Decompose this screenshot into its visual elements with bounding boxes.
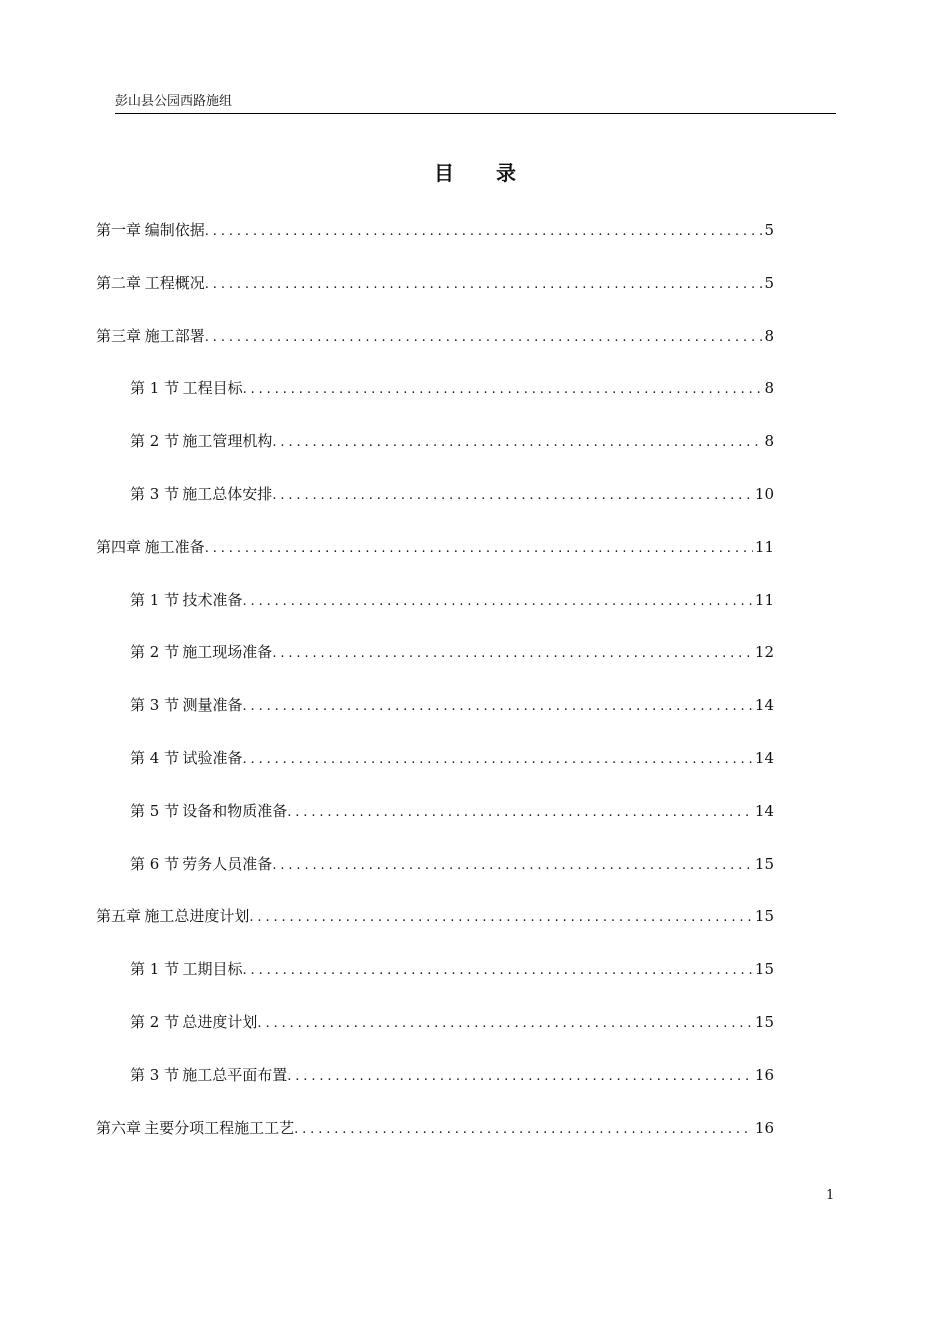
toc-entry-page: 5 — [764, 221, 774, 239]
toc-entry-label: 第 1 节 — [130, 379, 180, 398]
toc-entry-title: 技术准备 — [182, 590, 243, 609]
toc-entry-page: 14 — [754, 696, 774, 715]
toc-entry-label: 第 1 节 — [130, 960, 180, 979]
toc-entry-page: 10 — [754, 485, 774, 503]
toc-entry[interactable] — [130, 1011, 774, 1033]
toc-entry-page: 15 — [754, 854, 774, 873]
toc-entry-page: 16 — [754, 1065, 774, 1084]
toc-dot-leader — [243, 960, 753, 982]
toc-entry-label: 第一章 — [96, 221, 142, 239]
toc-entry-title: 劳务人员准备 — [182, 854, 273, 873]
toc-entry-title: 主要分项工程施工工艺 — [144, 1118, 295, 1137]
toc-entry[interactable] — [96, 905, 774, 927]
toc-entry-page: 15 — [754, 1013, 774, 1031]
toc-dot-leader — [243, 591, 753, 613]
toc-dot-leader — [287, 802, 753, 824]
toc-entry[interactable] — [130, 853, 774, 875]
toc-entry[interactable] — [130, 641, 774, 663]
toc-entry-label: 第 3 节 — [130, 1065, 180, 1084]
toc-entry[interactable] — [96, 219, 774, 241]
toc-entry[interactable] — [96, 325, 774, 347]
toc-entry-page: 8 — [764, 326, 774, 345]
toc-entry[interactable] — [130, 377, 774, 399]
toc-entry-page: 14 — [754, 801, 774, 820]
toc-entry-page: 8 — [764, 432, 774, 451]
toc-entry-label: 第 4 节 — [130, 749, 180, 767]
toc-dot-leader — [272, 855, 753, 877]
toc-dot-leader — [243, 379, 763, 401]
toc-entry[interactable] — [130, 958, 774, 980]
toc-entry[interactable] — [96, 1117, 774, 1139]
toc-entry-page: 15 — [754, 907, 774, 926]
toc-title: 目录 — [434, 161, 558, 185]
toc-entry-label: 第 6 节 — [130, 854, 180, 873]
toc-entry[interactable] — [96, 272, 774, 294]
toc-entry[interactable] — [130, 430, 774, 452]
page-number: 1 — [826, 1188, 835, 1203]
toc-entry-title: 工程目标 — [182, 379, 243, 398]
toc-entry[interactable] — [130, 800, 774, 822]
toc-entry-title: 设备和物质准备 — [182, 801, 288, 820]
toc-entry-title: 总进度计划 — [182, 1013, 258, 1031]
toc-entry-title: 工期目标 — [182, 960, 243, 979]
toc-dot-leader — [243, 696, 753, 718]
toc-dot-leader — [287, 1066, 753, 1088]
toc-entry-label: 第四章 — [96, 537, 142, 556]
toc-entry-page: 14 — [754, 749, 774, 767]
toc-entry[interactable] — [130, 483, 774, 505]
toc-dot-leader — [205, 327, 763, 349]
toc-entry-page: 8 — [764, 379, 774, 398]
toc-entry-page: 11 — [754, 590, 774, 609]
toc-entry-title: 施工管理机构 — [182, 432, 273, 451]
toc-entry-label: 第 2 节 — [130, 1013, 180, 1031]
toc-entry-label: 第 3 节 — [130, 485, 180, 503]
toc-entry-label: 第三章 — [96, 326, 142, 345]
toc-entry-page: 15 — [754, 960, 774, 979]
toc-entry-page: 11 — [754, 537, 774, 556]
toc-entry-label: 第 5 节 — [130, 801, 180, 820]
toc-entry-title: 试验准备 — [182, 749, 243, 767]
toc-entry-label: 第五章 — [96, 907, 142, 926]
toc-entry-label: 第 3 节 — [130, 696, 180, 715]
header-title: 彭山县公园西路施组 — [115, 94, 233, 109]
toc-entry-title: 工程概况 — [144, 273, 205, 292]
toc-entry-label: 第 2 节 — [130, 643, 180, 662]
toc-dot-leader — [294, 1119, 753, 1141]
toc-entry-title: 施工总体安排 — [182, 485, 273, 503]
toc-entry[interactable] — [130, 694, 774, 716]
toc-dot-leader — [205, 538, 753, 560]
toc-entry-title: 施工部署 — [144, 326, 205, 345]
toc-dot-leader — [205, 221, 763, 243]
toc-entry[interactable] — [130, 747, 774, 769]
toc-entry-title: 测量准备 — [182, 696, 243, 715]
toc-entry-title: 施工现场准备 — [182, 643, 273, 662]
toc-entry-title: 施工总进度计划 — [144, 907, 250, 926]
toc-dot-leader — [205, 274, 763, 296]
toc-entry[interactable] — [130, 589, 774, 611]
toc-entry[interactable] — [96, 536, 774, 558]
toc-entry-label: 第六章 — [96, 1118, 142, 1137]
toc-dot-leader — [272, 432, 762, 454]
toc-dot-leader — [243, 749, 753, 771]
toc-entry-title: 编制依据 — [144, 221, 205, 239]
toc-entry-label: 第 2 节 — [130, 432, 180, 451]
toc-dot-leader — [272, 643, 753, 665]
toc-entry-page: 12 — [754, 643, 774, 662]
toc-entry-page: 5 — [764, 273, 774, 292]
toc-dot-leader — [249, 907, 753, 929]
toc-entry-title: 施工准备 — [144, 537, 205, 556]
toc-entry-label: 第 1 节 — [130, 590, 180, 609]
toc-entry[interactable] — [130, 1064, 774, 1086]
toc-entry-title: 施工总平面布置 — [182, 1065, 288, 1084]
toc-dot-leader — [272, 485, 753, 507]
toc-entry-page: 16 — [754, 1118, 774, 1137]
toc-entry-label: 第二章 — [96, 273, 142, 292]
toc-dot-leader — [257, 1013, 753, 1035]
